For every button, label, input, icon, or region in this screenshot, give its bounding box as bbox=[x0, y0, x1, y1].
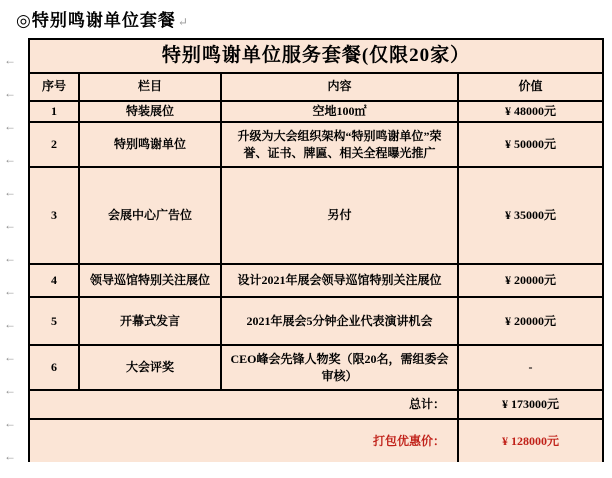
total-value: ¥ 173000元 bbox=[458, 390, 603, 419]
row-number-cell: 6 bbox=[29, 345, 79, 390]
table-row bbox=[29, 264, 603, 297]
line-wrap-mark-icon: ← bbox=[4, 350, 16, 364]
table-row bbox=[29, 122, 603, 167]
row-number-cell: 4 bbox=[29, 264, 79, 297]
line-wrap-mark-icon: ← bbox=[4, 383, 16, 397]
line-wrap-mark-icon: ← bbox=[4, 53, 16, 67]
item-cell: 大会评奖 bbox=[79, 345, 221, 390]
column-header-no: 序号 bbox=[29, 73, 79, 101]
line-wrap-mark-icon: ← bbox=[4, 119, 16, 133]
item-cell: 特别鸣谢单位 bbox=[79, 122, 221, 167]
value-cell: ¥ 35000元 bbox=[458, 167, 603, 264]
column-header-value: 价值 bbox=[458, 73, 603, 101]
item-cell: 开幕式发言 bbox=[79, 297, 221, 345]
line-wrap-mark-icon: ← bbox=[4, 86, 16, 100]
column-header-content: 内容 bbox=[221, 73, 458, 101]
table-row bbox=[29, 167, 603, 264]
line-wrap-mark-icon: ← bbox=[4, 152, 16, 166]
thanks-package-table bbox=[28, 38, 604, 462]
total-label: 总计： bbox=[29, 390, 458, 419]
row-number-cell: 5 bbox=[29, 297, 79, 345]
line-wrap-mark-icon: ← bbox=[4, 218, 16, 232]
line-wrap-mark-icon: ← bbox=[4, 449, 16, 463]
value-cell: ¥ 50000元 bbox=[458, 122, 603, 167]
table-header-row bbox=[29, 73, 603, 101]
table-title: 特别鸣谢单位服务套餐(仅限20家） bbox=[29, 39, 603, 73]
line-wrap-mark-icon: ← bbox=[4, 284, 16, 298]
content-cell: 设计2021年展会领导巡馆特别关注展位 bbox=[221, 264, 458, 297]
content-cell: 另付 bbox=[221, 167, 458, 264]
line-wrap-mark-icon: ← bbox=[4, 185, 16, 199]
table-title-row bbox=[29, 39, 603, 73]
table-row bbox=[29, 297, 603, 345]
value-cell: - bbox=[458, 345, 603, 390]
line-wrap-mark-icon: ← bbox=[4, 416, 16, 430]
content-cell: 2021年展会5分钟企业代表演讲机会 bbox=[221, 297, 458, 345]
item-cell: 特装展位 bbox=[79, 101, 221, 122]
discount-value: ¥ 128000元 bbox=[458, 419, 603, 462]
content-cell: 空地100㎡ bbox=[221, 101, 458, 122]
package-table-wrap bbox=[28, 38, 602, 462]
line-wrap-mark-icon: ← bbox=[4, 317, 16, 331]
row-number-cell: 3 bbox=[29, 167, 79, 264]
row-number-cell: 1 bbox=[29, 101, 79, 122]
item-cell: 领导巡馆特别关注展位 bbox=[79, 264, 221, 297]
value-cell: ¥ 20000元 bbox=[458, 264, 603, 297]
content-cell: 升级为大会组织架构“特别鸣谢单位”荣誉、证书、牌匾、相关全程曝光推广 bbox=[221, 122, 458, 167]
item-cell: 会展中心广告位 bbox=[79, 167, 221, 264]
value-cell: ¥ 48000元 bbox=[458, 101, 603, 122]
total-row bbox=[29, 390, 603, 419]
page-heading-text: ◎特别鸣谢单位套餐 bbox=[16, 11, 176, 30]
paragraph-mark-icon: ↵ bbox=[177, 15, 188, 29]
discount-label: 打包优惠价： bbox=[29, 419, 458, 462]
discount-row bbox=[29, 419, 603, 462]
page-heading bbox=[16, 6, 188, 31]
row-number-cell: 2 bbox=[29, 122, 79, 167]
table-row bbox=[29, 101, 603, 122]
line-wrap-mark-icon: ← bbox=[4, 251, 16, 265]
table-row bbox=[29, 345, 603, 390]
content-cell: CEO峰会先锋人物奖（限20名，需组委会审核） bbox=[221, 345, 458, 390]
column-header-item: 栏目 bbox=[79, 73, 221, 101]
value-cell: ¥ 20000元 bbox=[458, 297, 603, 345]
